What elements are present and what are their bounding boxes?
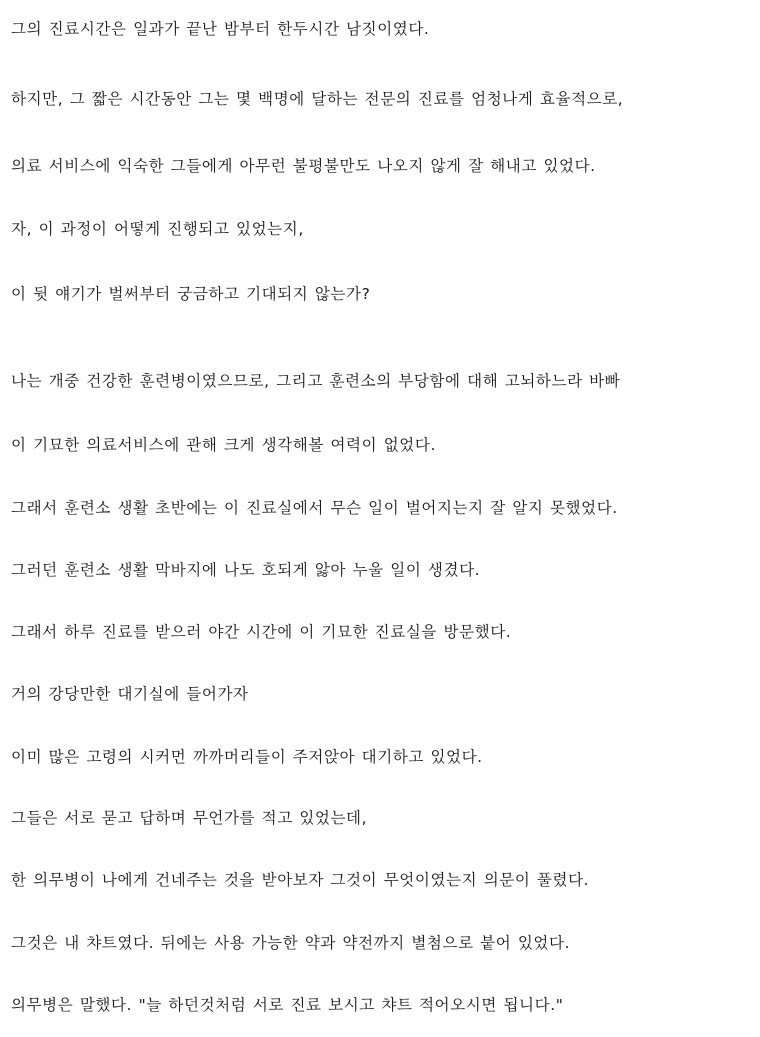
- text-line: 의료 서비스에 익숙한 그들에게 아무런 불평불만도 나오지 않게 잘 해내고 있었다.: [11, 157, 596, 175]
- text-line: 그것은 내 챠트였다. 뒤에는 사용 가능한 약과 약전까지 별첨으로 붙어 있었다.: [11, 934, 571, 952]
- text-line: 하지만, 그 짧은 시간동안 그는 몇 백명에 달하는 전문의 진료를 엄청나게 효율적으로,: [11, 90, 624, 108]
- text-line: 의무병은 말했다. "늘 하던것처럼 서로 진료 보시고 챠트 적어오시면 됩니다.": [11, 996, 564, 1014]
- text-line: 이 뒷 얘기가 벌써부터 궁금하고 기대되지 않는가?: [11, 285, 371, 303]
- text-line: 나는 개중 건강한 훈련병이였으므로, 그리고 훈련소의 부당함에 대해 고뇌하느라 바빠: [11, 372, 621, 390]
- text-line: 한 의무병이 나에게 건네주는 것을 받아보자 그것이 무엇이였는지 의문이 풀렸다.: [11, 871, 590, 889]
- text-line: 거의 강당만한 대기실에 들어가자: [11, 685, 249, 703]
- text-line: 이 기묘한 의료서비스에 관해 크게 생각해볼 여력이 없었다.: [11, 436, 436, 454]
- text-line: 그러던 훈련소 생활 막바지에 나도 호되게 앓아 누울 일이 생겼다.: [11, 561, 481, 579]
- text-line: 이미 많은 고령의 시커먼 까까머리들이 주저앉아 대기하고 있었다.: [11, 748, 483, 766]
- text-line: 그의 진료시간은 일과가 끝난 밤부터 한두시간 남짓이였다.: [11, 20, 430, 38]
- text-line: 그래서 훈련소 생활 초반에는 이 진료실에서 무슨 일이 벌어지는지 잘 알지 못했었다.: [11, 499, 618, 517]
- text-line: 그들은 서로 묻고 답하며 무언가를 적고 있었는데,: [11, 809, 368, 827]
- text-line: 자, 이 과정이 어떻게 진행되고 있었는지,: [11, 220, 304, 238]
- text-line: 그래서 하루 진료를 받으러 야간 시간에 이 기묘한 진료실을 방문했다.: [11, 623, 512, 641]
